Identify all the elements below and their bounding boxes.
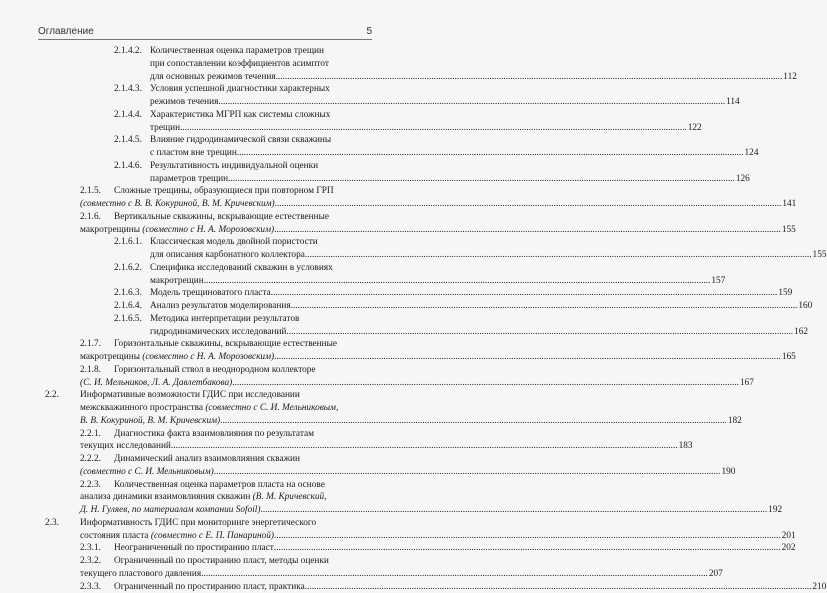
toc-entry-number: 2.3.3.	[80, 581, 101, 592]
toc-entry-line	[114, 364, 372, 376]
toc-entry-text: Диагностика факта взаимовлияния по результатам	[114, 428, 315, 439]
header-title: Оглавление	[38, 26, 94, 37]
toc-entry-line	[150, 134, 372, 146]
toc-entry-page: 210	[812, 581, 827, 592]
toc-entry-text: с пластом вне трещин	[150, 148, 237, 158]
toc-entry-number: 2.1.6.5.	[114, 313, 142, 324]
toc-entry-line	[150, 313, 372, 325]
dot-leader	[274, 542, 781, 554]
toc-entry-text: Анализ результатов моделирования	[150, 301, 291, 311]
toc-entry-page: 167	[739, 377, 754, 388]
toc-entry-line	[114, 338, 372, 350]
dot-leader	[201, 568, 708, 580]
toc-entry-page: 207	[708, 568, 723, 579]
toc-entry-line	[114, 211, 372, 223]
toc-entry-page: 126	[735, 173, 750, 184]
toc-entry-line-with-page	[150, 96, 740, 108]
dot-leader	[305, 249, 812, 261]
toc-entry-number: 2.1.6.4.	[114, 301, 142, 311]
toc-entry-line	[80, 491, 372, 503]
toc-entry-line-with-page	[80, 377, 754, 389]
toc-entry-text: Д. Н. Гуляев, по материалам компании Sofoil)	[80, 505, 261, 515]
toc-entry-text: текущих исследований	[80, 441, 171, 452]
toc-entry-page: 201	[781, 530, 796, 541]
toc-entry-page: 160	[798, 301, 813, 311]
dot-leader	[237, 147, 744, 159]
dot-leader	[274, 224, 781, 236]
toc-entry-page: 162	[794, 326, 809, 337]
dot-leader	[180, 122, 687, 134]
toc-entry-line	[150, 45, 372, 57]
toc-entry-number: 2.3.1.	[80, 543, 101, 554]
toc-entry-text: Ограниченный по простиранию пласт, методы оценки	[114, 556, 329, 566]
toc-entry-line-with-page	[80, 504, 783, 516]
toc-entry-number: 2.1.6.1.	[114, 237, 142, 248]
toc-entry-line-with-page	[150, 249, 827, 261]
toc-entry-line-with-page	[150, 122, 702, 134]
toc-entry-page: 122	[687, 122, 702, 133]
dot-leader	[218, 96, 725, 108]
toc-entry-text: Влияние гидродинамической связи скважины	[150, 135, 332, 146]
toc-entry-text: макротрещин	[150, 275, 204, 286]
toc-entry-text: Информативность ГДИС при мониторинге энергетического	[80, 517, 317, 528]
dot-leader	[214, 466, 721, 478]
toc-entry-line-with-page	[150, 326, 809, 338]
toc-entry-text: Характеристика МГРП как системы сложных	[150, 109, 331, 120]
toc-entry-page: 124	[744, 148, 759, 158]
toc-entry-line-with-page	[80, 530, 796, 542]
toc-entry-page: 183	[678, 441, 693, 452]
toc-entry-number: 2.1.6.2.	[114, 262, 142, 273]
toc-entry-line	[114, 428, 372, 440]
toc-entry-line-with-page	[150, 173, 750, 185]
toc-entry-text: гидродинамических исследований	[150, 326, 287, 337]
toc-entry-number: 2.1.8.	[80, 364, 101, 375]
dot-leader	[275, 198, 782, 210]
dot-leader	[260, 504, 767, 516]
toc-entry-number: 2.1.4.3.	[114, 84, 142, 95]
toc-entry-number: 2.1.4.4.	[114, 109, 142, 120]
toc-entry-number: 2.2.	[45, 390, 59, 401]
toc-entry-text: для описания карбонатного коллектора	[150, 250, 305, 260]
toc-entry-text: Сложные трещины, образующиеся при повторном ГРП	[114, 186, 334, 197]
toc-entry-text: Количественная оценка параметров пласта на основе	[114, 479, 325, 490]
toc-entry-text: Горизонтальные скважины, вскрывающие естественные	[114, 339, 337, 350]
toc-entry-line-with-page	[80, 224, 796, 236]
toc-entry-number: 2.1.7.	[80, 339, 101, 350]
toc-entry-text: (совместно с С. И. Мельниковым)	[80, 466, 214, 477]
toc-entry-text: макротрещины (совместно с Н. А. Морозовским)	[80, 224, 275, 235]
toc-entry-number: 2.1.4.6.	[114, 160, 142, 171]
toc-entry-number: 2.2.1.	[80, 428, 101, 439]
toc-entry-number: 2.1.4.5.	[114, 135, 142, 146]
toc-entry-line	[150, 262, 372, 274]
toc-entry-text: текущего пластового давления	[80, 568, 202, 579]
toc-entry-line	[114, 453, 372, 465]
header-page-number: 5	[366, 26, 372, 37]
toc-entry-number: 2.2.2.	[80, 454, 101, 464]
dot-leader	[232, 377, 739, 389]
toc-entry-text: Неограниченный по простиранию пласт	[114, 543, 274, 554]
toc-entry-line-with-page	[150, 71, 797, 83]
dot-leader	[220, 415, 727, 427]
toc-entry-line-with-page	[80, 568, 723, 580]
dot-leader	[228, 173, 735, 185]
header-rule	[38, 39, 372, 40]
dot-leader	[204, 275, 711, 287]
toc-entry-page: 157	[711, 275, 726, 286]
toc-entry-line	[114, 479, 372, 491]
toc-entry-line-with-page	[150, 287, 793, 299]
dot-leader	[276, 71, 783, 83]
toc-entry-text: Количественная оценка параметров трещин	[150, 46, 324, 56]
toc-entry-text: анализа динамики взаимовлияния скважин (В. М. Кричевский,	[80, 492, 327, 503]
toc-entry-text: при сопоставлении коэффициентов асимптот	[150, 58, 329, 69]
toc-entry-line-with-page	[80, 440, 693, 452]
dot-leader	[305, 581, 812, 593]
toc-entry-line	[150, 160, 372, 172]
toc-entry-line-with-page	[114, 542, 796, 554]
dot-leader	[171, 440, 678, 452]
toc-entry-line	[150, 236, 372, 248]
dot-leader	[271, 287, 778, 299]
toc-entry-line-with-page	[80, 415, 742, 427]
toc-entry-page: 182	[727, 415, 742, 426]
toc-entry-text: Динамический анализ взаимовлияния скважин	[114, 454, 300, 464]
toc-entry-text: (совместно с В. В. Кокуриной, В. М. Кричевским)	[80, 199, 275, 209]
toc-entry-number: 2.1.6.3.	[114, 288, 142, 299]
toc-entry-line	[150, 109, 372, 121]
toc-entry-text: Специфика исследований скважин в условиях	[150, 262, 333, 273]
toc-entry-text: Модель трещиноватого пласта	[150, 288, 271, 299]
toc-entry-text: макротрещины (совместно с Н. А. Морозовским)	[80, 352, 275, 362]
toc-entry-page: 159	[778, 288, 793, 299]
toc-entry-line	[114, 555, 372, 567]
toc-entry-text: Ограниченный по простиранию пласт, практика	[114, 581, 305, 592]
toc-entry-line-with-page	[114, 581, 827, 593]
toc-entry-text: В. В. Кокуриной, В. М. Кричевским)	[80, 415, 221, 426]
toc-entry-text: Результативность индивидуальной оценки	[150, 160, 319, 171]
toc-entry-text: трещин	[150, 122, 181, 133]
toc-entry-text: Классическая модель двойной пористости	[150, 237, 318, 248]
toc-entry-page: 202	[781, 543, 796, 554]
toc-entry-line	[80, 402, 372, 414]
toc-entry-number: 2.1.4.2.	[114, 46, 142, 56]
toc-entry-line	[114, 185, 372, 197]
toc-entry-text: Горизонтальный ствол в неоднородном коллекторе	[114, 364, 316, 375]
toc-entry-number: 2.3.	[45, 517, 59, 528]
dot-leader	[274, 351, 781, 363]
toc-entry-text: Условия успешной диагностики характерных	[150, 84, 330, 95]
toc-entry-page: 112	[783, 71, 797, 82]
toc-entry-page: 165	[781, 352, 796, 362]
dot-leader	[274, 530, 781, 542]
toc-entry-text: для основных режимов течения	[150, 71, 276, 82]
toc-entry-page: 114	[726, 97, 740, 107]
running-header	[38, 26, 372, 40]
toc-entry-page: 155	[812, 250, 827, 260]
toc-entry-page: 141	[782, 199, 797, 209]
toc-entry-text: Методика интерпретации результатов	[150, 313, 300, 324]
toc-entry-text: режимов течения	[150, 97, 219, 107]
toc-entry-text: параметров трещин	[150, 173, 229, 184]
dot-leader	[291, 300, 798, 312]
toc-entry-text: Информативные возможности ГДИС при исследовании	[80, 390, 300, 401]
toc-entry-page: 190	[721, 466, 736, 477]
toc-entry-line	[80, 517, 372, 529]
toc-entry-line-with-page	[80, 351, 796, 363]
toc-entry-number: 2.1.5.	[80, 186, 101, 197]
toc-entry-line-with-page	[150, 300, 813, 312]
toc-entry-line	[80, 389, 372, 401]
toc-entry-text: межскважинного пространства (совместно с С. И. Мельниковым,	[80, 403, 339, 413]
toc-entry-number: 2.1.6.	[80, 211, 101, 222]
toc-entry-line	[150, 58, 372, 70]
toc-entry-text: (С. И. Мельников, Л. А. Давлетбакова)	[80, 377, 233, 388]
toc-entry-text: Вертикальные скважины, вскрывающие естественные	[114, 211, 330, 222]
toc-entry-number: 2.3.2.	[80, 556, 101, 566]
toc-entry-text: состояния пласта (совместно с Е. П. Панариной)	[80, 530, 274, 541]
toc-entry-line	[150, 83, 372, 95]
toc-entry-line-with-page	[80, 466, 736, 478]
toc-entry-line-with-page	[150, 147, 759, 159]
toc-entry-line-with-page	[150, 275, 726, 287]
toc-entry-page: 155	[781, 224, 796, 235]
toc-entry-page: 192	[768, 505, 783, 515]
toc-entry-number: 2.2.3.	[80, 479, 101, 490]
toc-entry-line-with-page	[80, 198, 797, 210]
dot-leader	[286, 326, 793, 338]
